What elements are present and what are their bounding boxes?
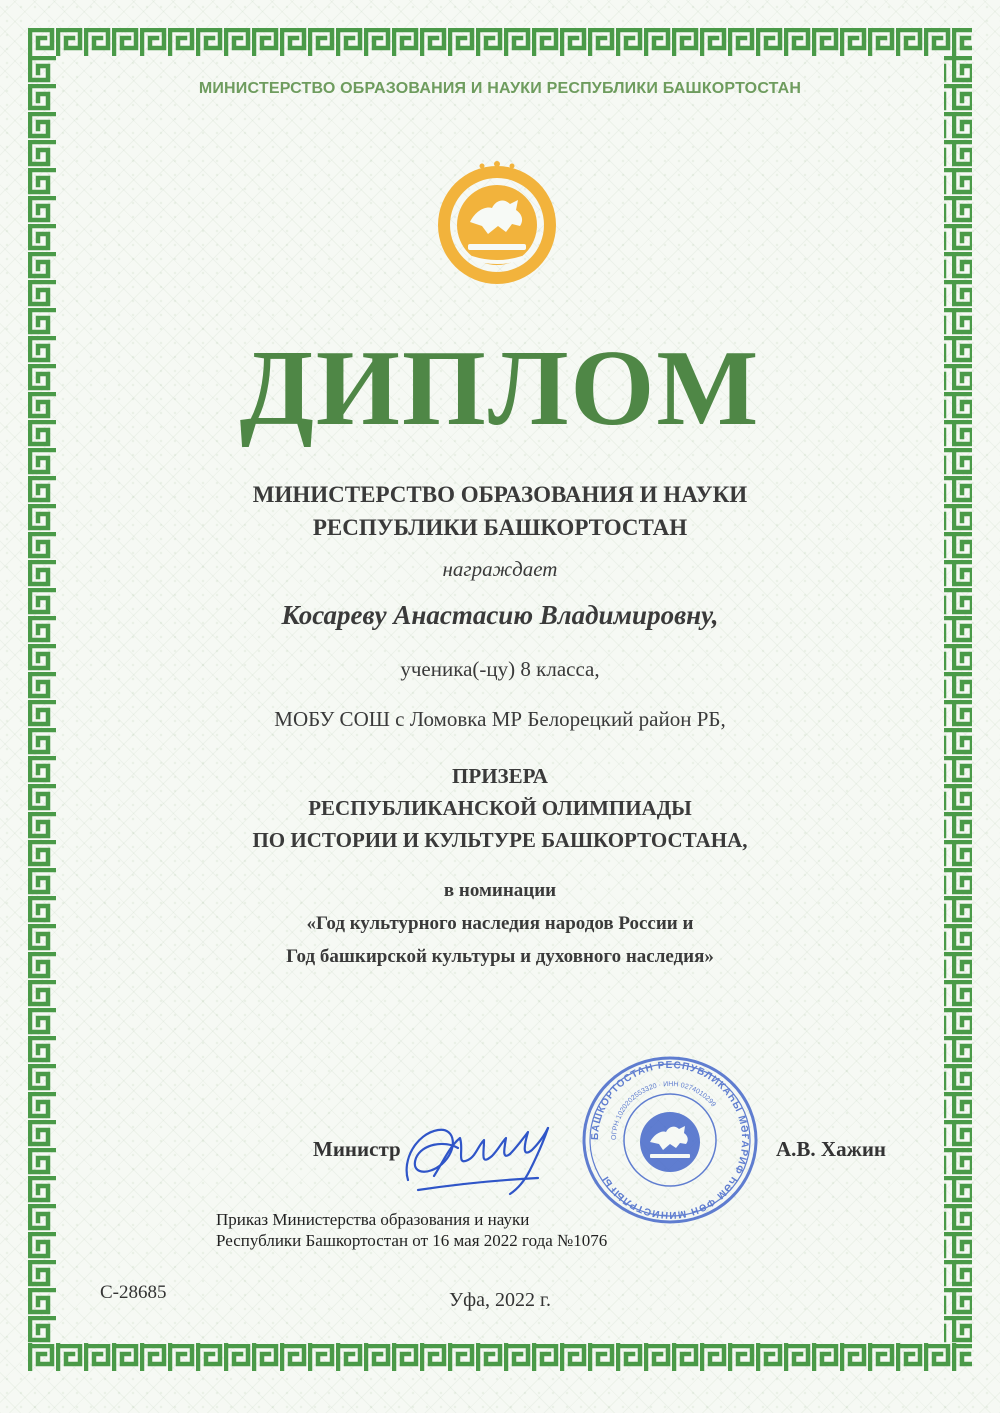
serial-number: С-28685 xyxy=(100,1282,167,1303)
issuer-line-2: РЕСПУБЛИКИ БАШКОРТОСТАН xyxy=(312,515,688,540)
diploma-title: ДИПЛОМ xyxy=(239,329,761,448)
nomination-line-1: «Год культурного наследия народов России и xyxy=(306,913,694,934)
order-line-2: Республики Башкортостан от 16 мая 2022 года №1076 xyxy=(216,1231,608,1250)
border-left xyxy=(28,56,56,1343)
prize-line-3: ПО ИСТОРИИ И КУЛЬТУРЕ БАШКОРТОСТАНА, xyxy=(252,828,748,852)
prize-line-1: ПРИЗЕРА xyxy=(452,764,548,788)
border-right xyxy=(944,56,972,1343)
recipient-school: МОБУ СОШ с Ломовка МР Белорецкий район РБ, xyxy=(274,707,726,731)
header-ministry-line: МИНИСТЕРСТВО ОБРАЗОВАНИЯ И НАУКИ РЕСПУБЛИКИ БАШКОРТОСТАН xyxy=(198,80,802,97)
nomination-line-2: Год башкирской культуры и духовного наследия» xyxy=(286,946,714,967)
recipient-name: Косареву Анастасию Владимировну, xyxy=(281,600,719,630)
border-top xyxy=(28,28,972,56)
nomination-label: в номинации xyxy=(443,880,557,901)
minister-signature xyxy=(398,1110,558,1200)
stamp-inner-text: ОГРН 1020202553320 · ИНН 0274010299 xyxy=(610,1080,717,1141)
prize-block xyxy=(0,760,1000,856)
issuer-block xyxy=(0,478,1000,544)
place-date: Уфа, 2022 г. xyxy=(449,1289,551,1311)
stamp-outer-text: БАШКОРТОСТАН РЕСПУБЛИКАҺЫ МӘҒАРИФ ҺӘМ ФӘН МИНИСТРЛЫҒЫ xyxy=(589,1059,751,1221)
bashkortostan-emblem-icon xyxy=(432,160,562,290)
nomination-block xyxy=(0,874,1000,973)
order-reference xyxy=(216,1209,607,1251)
border-bottom xyxy=(28,1343,972,1371)
official-stamp xyxy=(570,1050,770,1230)
prize-line-2: РЕСПУБЛИКАНСКОЙ ОЛИМПИАДЫ xyxy=(308,796,692,820)
signatory-position: Министр xyxy=(313,1137,401,1161)
recipient-grade: ученика(-цу) 8 класса, xyxy=(400,657,600,681)
awards-word: награждает xyxy=(442,557,558,581)
order-line-1: Приказ Министерства образования и науки xyxy=(216,1210,530,1229)
issuer-line-1: МИНИСТЕРСТВО ОБРАЗОВАНИЯ И НАУКИ xyxy=(252,482,748,507)
signatory-name: А.В. Хажин xyxy=(776,1137,887,1161)
